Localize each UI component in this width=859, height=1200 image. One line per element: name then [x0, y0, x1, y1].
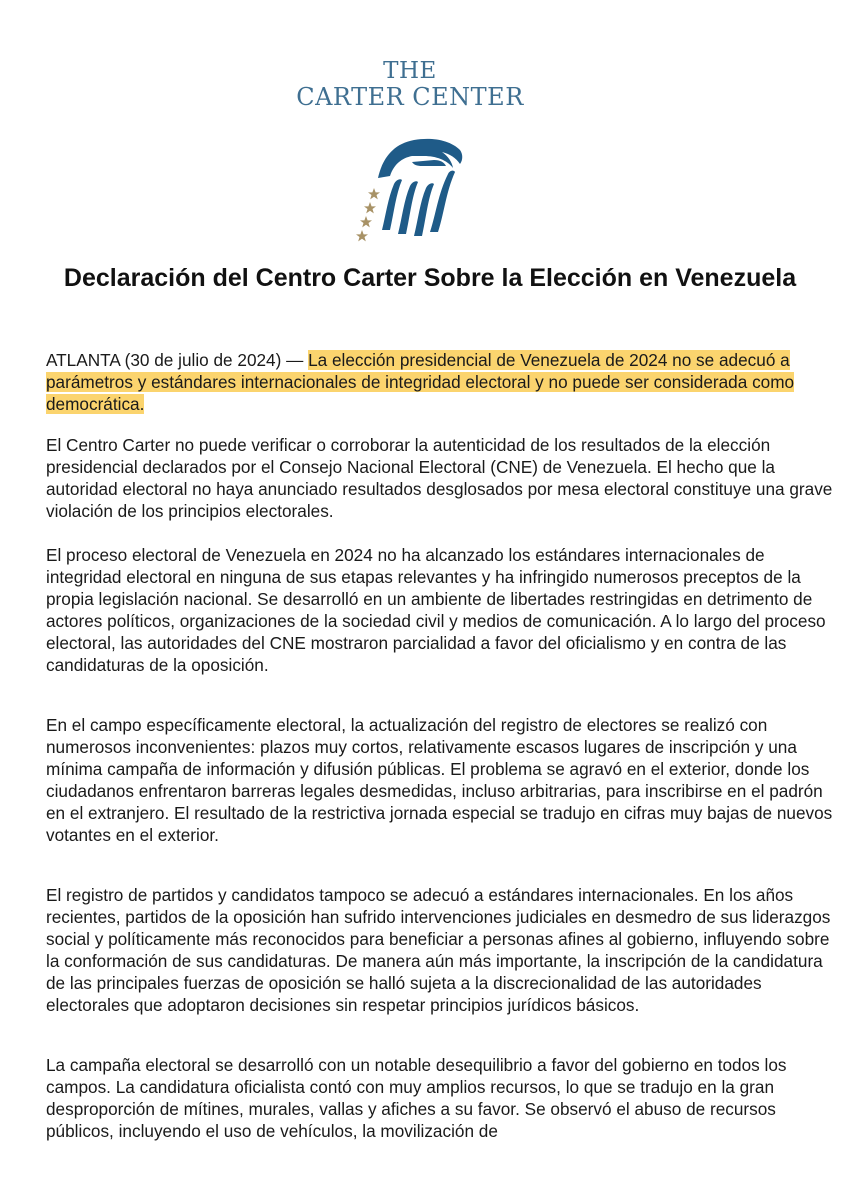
paragraph: El Centro Carter no puede verificar o corroborar la autenticidad de los resultados de la elección presidencial declarados por el Consejo Nacional Electoral (CNE) de Venezuela. El hecho que la autoridad electoral no haya anunciado resultados desglosados por mesa electoral constituye una grave violación de los principios electorales. [46, 435, 833, 521]
dateline: ATLANTA (30 de julio de 2024) — [46, 350, 309, 370]
paragraph: La campaña electoral se desarrolló con un notable desequilibrio a favor del gobierno en todos los campos. La candidatura oficialista contó con muy amplios recursos, lo que se tradujo en la gran desproporción de mítines, murales, vallas y afiches a su favor. Se observó el abuso de recursos públicos, incluyendo el uso de vehículos, la movilización de [46, 1055, 787, 1141]
paragraph: El proceso electoral de Venezuela en 2024 no ha alcanzado los estándares internacionales de integridad electoral en ninguna de sus etapas relevantes y ha infringido numerosos preceptos de la propia legislación nacional. Se desarrolló en un ambiente de libertades restringidas en detrimento de actores políticos, organizaciones de la sociedad civil y medios de comunicación. A lo largo del proceso electoral, las autoridades del CNE mostraron parcialidad a favor del oficialismo y en contra de las candidaturas de la oposición. [46, 545, 826, 675]
paragraph: El registro de partidos y candidatos tampoco se adecuó a estándares internacionales. En los años recientes, partidos de la oposición han sufrido intervenciones judiciales en desmedro de sus liderazgos social y políticamente más reconocidos para beneficiar a personas afines al gobierno, influyendo sobre la conformación de sus candidaturas. De manera aún más importante, la inscripción de la candidatura de las principales fuerzas de oposición se halló sujeta a la discrecionalidad de las autoridades electorales que adoptaron decisiones sin respetar principios jurídicos básicos. [46, 885, 831, 1015]
eagle-with-stars-icon [352, 134, 468, 244]
paragraph-lead [46, 349, 836, 415]
highlighted-text: La elección presidencial de Venezuela de 2024 no se adecuó a parámetros y estándares internacionales de integridad electoral y no puede ser considerada como democrática. [46, 350, 795, 414]
paragraph: En el campo específicamente electoral, la actualización del registro de electores se realizó con numerosos inconvenientes: plazos muy cortos, relativamente escasos lugares de inscripción y una mínima campaña de información y difusión públicas. El problema se agravó en el exterior, donde los ciudadanos enfrentaron barreras legales desmedidas, incluso arbitrarias, para inscribirse en el padrón en el extranjero. El resultado de la restrictiva jornada especial se tradujo en cifras muy bajas de nuevos votantes en el exterior. [46, 715, 833, 845]
logo-text-carter-center: CARTER CENTER [296, 83, 524, 111]
document-title: Declaración del Centro Carter Sobre la Elección en Venezuela [63, 264, 797, 292]
logo-text-the: THE [383, 58, 437, 84]
